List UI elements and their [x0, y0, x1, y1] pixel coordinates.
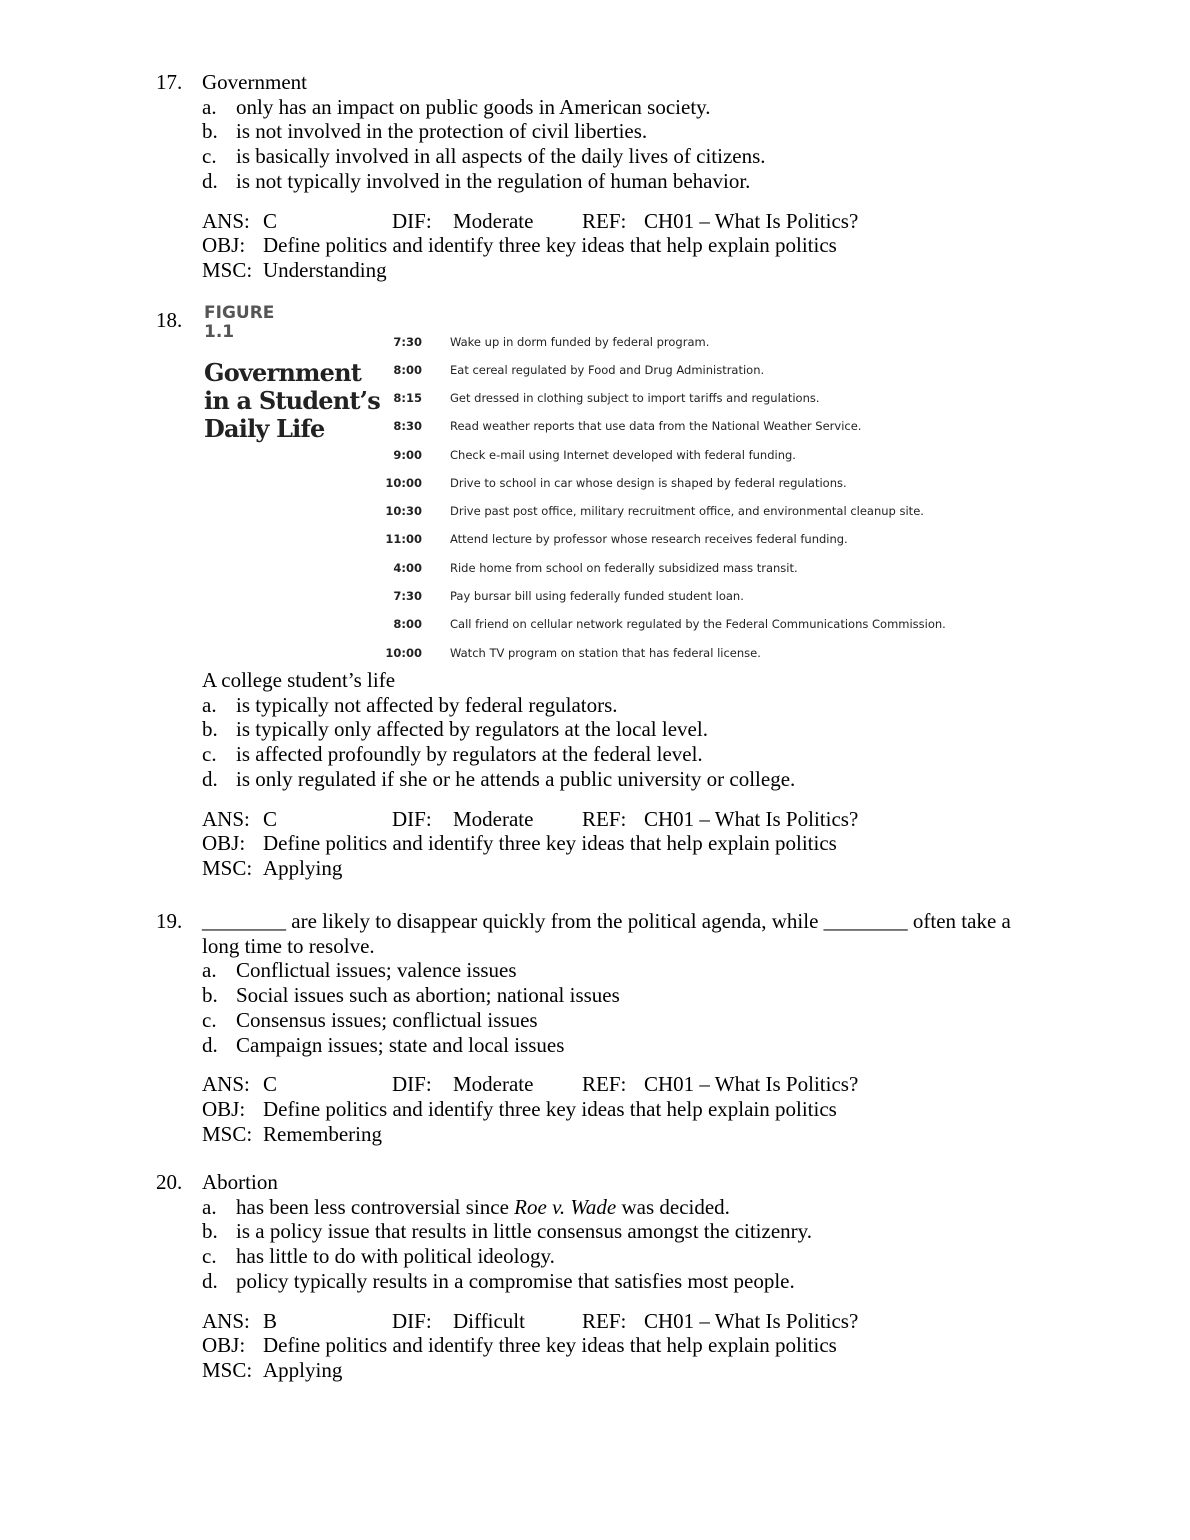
- ans-value: B: [263, 1308, 278, 1333]
- ans-label: ANS:: [202, 1308, 250, 1333]
- option-text: has little to do with political ideology.: [236, 1244, 555, 1269]
- schedule-time: 8:00: [393, 363, 422, 377]
- schedule-time: 7:30: [393, 335, 422, 349]
- ref-value: CH01 – What Is Politics?: [644, 1072, 859, 1097]
- ref-label: REF:: [582, 1308, 627, 1333]
- option-c: [202, 144, 1042, 169]
- figure-1-1: [202, 304, 1042, 659]
- question-number: 20.: [156, 1170, 183, 1194]
- option-b: [202, 983, 1042, 1008]
- option-letter: a.: [202, 958, 217, 983]
- option-text: is not involved in the protection of civil liberties.: [236, 119, 648, 144]
- schedule-desc: Pay bursar bill using federally funded student loan.: [450, 589, 744, 603]
- option-d: [202, 1033, 1042, 1058]
- obj-value: Define politics and identify three key ideas that help explain politics: [263, 831, 837, 856]
- option-text: only has an impact on public goods in American society.: [236, 94, 711, 119]
- question-number: 19.: [156, 909, 183, 933]
- dif-label: DIF:: [392, 208, 432, 233]
- schedule-time: 7:30: [393, 589, 422, 603]
- option-text: [236, 1195, 1042, 1220]
- option-text: is affected profoundly by regulators at the federal level.: [236, 742, 703, 767]
- option-letter: c.: [202, 742, 217, 767]
- schedule-desc: Wake up in dorm funded by federal program.: [450, 335, 710, 349]
- question-stem: Government: [202, 70, 307, 94]
- option-d: [202, 767, 1042, 792]
- option-letter: d.: [202, 766, 218, 791]
- option-letter: c.: [202, 1244, 217, 1269]
- schedule-desc: Call friend on cellular network regulated by the Federal Communications Commission.: [450, 617, 946, 631]
- schedule-time: 8:00: [393, 617, 422, 631]
- ref-value: CH01 – What Is Politics?: [644, 806, 859, 831]
- schedule-desc: Drive to school in car whose design is shaped by federal regulations.: [450, 476, 847, 490]
- option-text: Campaign issues; state and local issues: [236, 1032, 565, 1057]
- figure-title-line: Daily Life: [204, 414, 325, 443]
- option-text: is typically only affected by regulators at the local level.: [236, 717, 708, 742]
- msc-label: MSC:: [202, 855, 253, 880]
- schedule-time: 8:15: [393, 391, 422, 405]
- dif-value: Difficult: [453, 1308, 525, 1333]
- option-letter: c.: [202, 1007, 217, 1032]
- figure-title-line: in a Student’s: [204, 386, 380, 415]
- ans-label: ANS:: [202, 1072, 250, 1097]
- ans-value: C: [263, 806, 278, 831]
- dif-label: DIF:: [392, 1308, 432, 1333]
- dif-value: Moderate: [453, 806, 534, 831]
- dif-label: DIF:: [392, 806, 432, 831]
- option-letter: a.: [202, 692, 217, 717]
- obj-label: OBJ:: [202, 1333, 246, 1358]
- option-d: [202, 169, 1042, 194]
- question-19: [0, 909, 1190, 1146]
- obj-label: OBJ:: [202, 233, 246, 258]
- schedule-desc: Ride home from school on federally subsidized mass transit.: [450, 561, 798, 575]
- schedule-time: 10:00: [385, 646, 422, 660]
- schedule-desc: Read weather reports that use data from the National Weather Service.: [450, 419, 862, 433]
- answer-metadata: [202, 1072, 1042, 1146]
- option-a: [202, 958, 1042, 983]
- figure-label: [204, 304, 274, 342]
- obj-label: OBJ:: [202, 831, 246, 856]
- option-letter: a.: [202, 94, 217, 119]
- schedule-time: 8:30: [393, 419, 422, 433]
- option-text: is basically involved in all aspects of the daily lives of citizens.: [236, 144, 766, 169]
- option-letter: b.: [202, 119, 218, 144]
- question-18: [0, 303, 1190, 881]
- question-17: [0, 70, 1190, 283]
- schedule-time: 11:00: [385, 532, 422, 546]
- option-text: is not typically involved in the regulation of human behavior.: [236, 168, 751, 193]
- option-letter: d.: [202, 168, 218, 193]
- option-c: [202, 1244, 1042, 1269]
- question-number: 18.: [156, 308, 183, 332]
- option-text: is a policy issue that results in little consensus amongst the citizenry.: [236, 1219, 813, 1244]
- option-c: [202, 1008, 1042, 1033]
- option-letter: d.: [202, 1268, 218, 1293]
- obj-label: OBJ:: [202, 1096, 246, 1121]
- answer-metadata: [202, 209, 1042, 283]
- msc-label: MSC:: [202, 1357, 253, 1382]
- option-b: [202, 717, 1042, 742]
- question-number: 17.: [156, 70, 183, 94]
- schedule-time: 10:00: [385, 476, 422, 490]
- ref-label: REF:: [582, 806, 627, 831]
- schedule-desc: Check e-mail using Internet developed with federal funding.: [450, 448, 796, 462]
- ref-label: REF:: [582, 1072, 627, 1097]
- option-a: [202, 1195, 1042, 1220]
- obj-value: Define politics and identify three key ideas that help explain politics: [263, 1096, 837, 1121]
- option-text: is only regulated if she or he attends a public university or college.: [236, 766, 796, 791]
- msc-value: Remembering: [263, 1121, 382, 1146]
- option-letter: d.: [202, 1032, 218, 1057]
- figure-label-text: FIGURE: [204, 303, 275, 323]
- option-text-part: was decided.: [616, 1194, 730, 1219]
- option-text-part: has been less controversial since: [236, 1194, 515, 1219]
- option-letter: a.: [202, 1194, 217, 1219]
- schedule-desc: Drive past post office, military recruitment office, and environmental cleanup site.: [450, 504, 924, 518]
- option-text: Conflictual issues; valence issues: [236, 958, 517, 983]
- msc-label: MSC:: [202, 257, 253, 282]
- option-letter: b.: [202, 1219, 218, 1244]
- ans-value: C: [263, 1072, 278, 1097]
- option-text: policy typically results in a compromise that satisfies most people.: [236, 1268, 795, 1293]
- answer-metadata: [202, 1309, 1042, 1383]
- ref-label: REF:: [582, 208, 627, 233]
- question-stem: A college student’s life: [202, 668, 396, 692]
- question-stem: ________ are likely to disappear quickly from the political agenda, while ________ often take a long time to resolve.: [202, 909, 1011, 958]
- option-b: [202, 1219, 1042, 1244]
- schedule-time: 9:00: [393, 448, 422, 462]
- msc-label: MSC:: [202, 1121, 253, 1146]
- schedule-time: 10:30: [385, 504, 422, 518]
- option-text: Consensus issues; conflictual issues: [236, 1007, 538, 1032]
- ref-value: CH01 – What Is Politics?: [644, 1308, 859, 1333]
- ans-value: C: [263, 208, 278, 233]
- msc-value: Applying: [263, 1357, 343, 1382]
- option-d: [202, 1269, 1042, 1294]
- msc-value: Understanding: [263, 257, 387, 282]
- question-20: [0, 1170, 1190, 1383]
- obj-value: Define politics and identify three key ideas that help explain politics: [263, 233, 837, 258]
- schedule-desc: Get dressed in clothing subject to import tariffs and regulations.: [450, 391, 820, 405]
- dif-value: Moderate: [453, 1072, 534, 1097]
- msc-value: Applying: [263, 855, 343, 880]
- option-text: Social issues such as abortion; national issues: [236, 983, 620, 1008]
- option-letter: b.: [202, 717, 218, 742]
- option-text: is typically not affected by federal regulators.: [236, 692, 618, 717]
- option-letter: c.: [202, 144, 217, 169]
- schedule-desc: Watch TV program on station that has federal license.: [450, 646, 761, 660]
- figure-title-line: Government: [204, 358, 362, 387]
- answer-metadata: [202, 807, 1042, 881]
- case-name: Roe v. Wade: [514, 1194, 617, 1219]
- obj-value: Define politics and identify three key ideas that help explain politics: [263, 1333, 837, 1358]
- schedule-desc: Attend lecture by professor whose research receives federal funding.: [450, 532, 848, 546]
- ans-label: ANS:: [202, 208, 250, 233]
- ref-value: CH01 – What Is Politics?: [644, 208, 859, 233]
- option-a: [202, 95, 1042, 120]
- dif-value: Moderate: [453, 208, 534, 233]
- schedule-desc: Eat cereal regulated by Food and Drug Administration.: [450, 363, 765, 377]
- option-b: [202, 119, 1042, 144]
- figure-number: 1.1: [204, 322, 235, 342]
- option-c: [202, 742, 1042, 767]
- ans-label: ANS:: [202, 806, 250, 831]
- option-letter: b.: [202, 983, 218, 1008]
- figure-title: [204, 359, 380, 443]
- dif-label: DIF:: [392, 1072, 432, 1097]
- option-a: [202, 693, 1042, 718]
- schedule-time: 4:00: [393, 561, 422, 575]
- question-stem: Abortion: [202, 1170, 278, 1194]
